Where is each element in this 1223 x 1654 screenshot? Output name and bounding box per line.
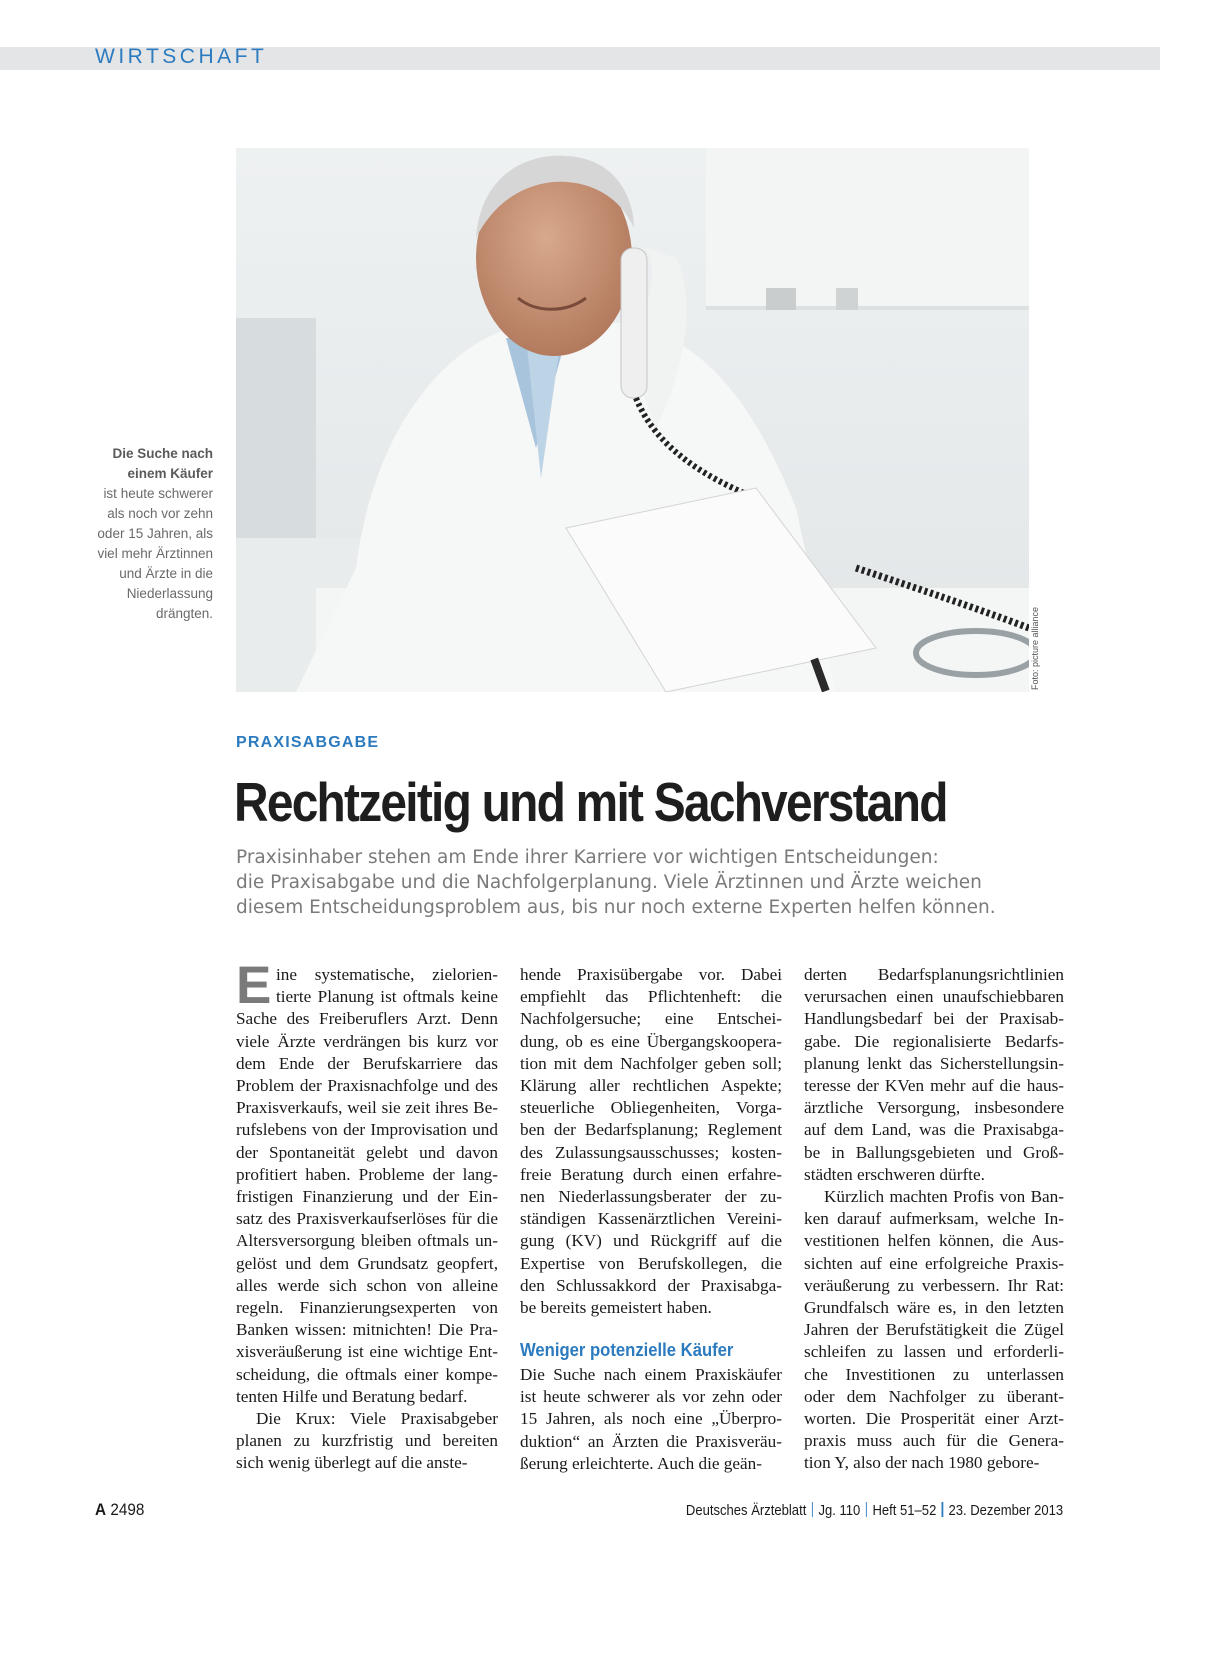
lead-line: die Praxisabgabe und die Nachfolgerplanung. Viele Ärztinnen und Ärzte weichen [236,872,982,893]
text-line: gung (KV) und Rückgriff auf die [520,1231,782,1251]
section-label: WIRTSCHAFT [95,45,268,68]
article-column-2 [520,964,782,1319]
text-line: Sache des Freiberuflers Arzt. Denn [236,1009,498,1029]
text-line: fristigen Finanzierung und der Ein- [236,1187,498,1207]
caption-line: viel mehr Ärztinnen [97,546,213,561]
text-line: ständigen Kassenärztlichen Vereini- [520,1209,782,1229]
text-line: satz des Praxisverkaufserlöses für die [236,1209,498,1229]
text-line: dung, ob es eine Übergangskoopera- [520,1031,782,1051]
caption-line: Niederlassung [126,586,213,601]
text-line: planen zu kurzfristig und bereiten [236,1431,498,1451]
footer-separator [812,1502,813,1517]
image-caption [80,444,213,624]
text-line: gelöst und dem Grundsatz geopfert, [236,1253,498,1273]
text-line: Grundfalsch wäre es, in den letzten [804,1298,1064,1318]
caption-line: als noch vor zehn [107,506,213,521]
text-line: ine systematische, zielorien- [276,965,498,984]
text-line: teresse der KVen mehr auf die haus- [804,1076,1064,1096]
text-line: verursachen einen unaufschiebbaren [804,987,1064,1007]
text-line: scheidung, die oftmals einer kompe- [236,1364,498,1384]
text-line: nen Niederlassungsberater der zu- [520,1187,782,1207]
text-line: Kürzlich machten Profis von Ban- [824,1187,1064,1207]
article-lead [236,845,1066,920]
text-line: des Zulassungsausschusses; kosten- [520,1142,782,1162]
text-line: profitiert haben. Probleme der lang- [236,1164,498,1184]
text-line: tenten Hilfe und Beratung bedarf. [236,1386,468,1406]
text-line: 15 Jahren, als noch eine „Überpro- [520,1409,782,1429]
article-kicker: PRAXISABGABE [236,734,380,751]
text-line: Handlungsbedarf bei der Praxisab- [804,1009,1064,1029]
journal-name: Deutsches Ärzteblatt [685,1503,807,1519]
caption-bold-line: Die Suche nach [112,446,213,461]
drop-cap: E [236,956,272,1015]
page-number-value: 2498 [110,1500,145,1519]
text-line: rufslebens von der Improvisation und [236,1120,498,1140]
text-line: Problem der Praxisnachfolge und des [236,1076,498,1096]
caption-bold-line: einem Käufer [127,466,213,481]
journal-footer [686,1502,1063,1519]
text-line: derten Bedarfsplanungsrichtlinien [804,965,1064,984]
text-line: tion mit dem Nachfolger geben soll; [520,1053,782,1073]
text-line: Die Krux: Viele Praxisabgeber [256,1409,498,1429]
text-line: steuerliche Obliegenheiten, Vorga- [520,1098,782,1118]
text-line: che Investitionen zu unterlassen [804,1364,1064,1384]
text-line: tion Y, also der nach 1980 gebore- [804,1453,1040,1473]
journal-date: 23. Dezember 2013 [948,1503,1063,1519]
article-column-2-continued [520,1364,782,1475]
text-line: planung lenkt das Sicherstellungsin- [804,1053,1064,1073]
caption-line: drängten. [155,606,213,621]
footer-separator [942,1502,943,1517]
text-line: sichten auf eine erfolgreiche Praxis- [804,1253,1064,1273]
text-line: auf dem Land, was die Praxisabga- [804,1120,1064,1140]
text-line: Expertise von Berufskollegen, die [520,1253,782,1273]
text-line: empfiehlt das Pflichtenheft: die [520,987,782,1007]
text-line: den Schlussakkord der Praxisabga- [520,1275,782,1295]
text-line: be bereits gemeistert haben. [520,1298,712,1318]
lead-line: Praxisinhaber stehen am Ende ihrer Karriere vor wichtigen Entscheidungen: [236,847,939,868]
text-line: Nachfolgersuche; eine Entschei- [520,1009,782,1029]
text-line: veräußerung zu verbessern. Ihr Rat: [804,1275,1064,1295]
text-line: ken darauf aufmerksam, welche In- [804,1209,1064,1229]
lead-line: diesem Entscheidungsproblem aus, bis nur noch externe Experten helfen können. [236,897,996,918]
article-subheading: Weniger potenzielle Käufer [520,1339,734,1360]
text-line: regeln. Finanzierungsexperten von [236,1298,498,1318]
article-column-3 [804,964,1064,1475]
caption-line: oder 15 Jahren, als [97,526,213,541]
text-line: Die Suche nach einem Praxiskäufer [520,1365,782,1384]
article-headline: Rechtzeitig und mit Sachverstand [234,771,947,833]
text-line: Banken wissen: mitnichten! Die Pra- [236,1320,498,1340]
text-line: be in Ballungsgebieten und Groß- [804,1142,1064,1162]
text-line: praxis muss auch für die Genera- [804,1431,1064,1451]
text-line: der Spontaneität gelebt und davon [236,1142,498,1162]
text-line: worten. Die Prosperität einer Arzt- [804,1409,1064,1429]
text-line: freie Beratung durch einen erfahre- [520,1164,782,1184]
text-line: Jahren der Berufstätigkeit die Zügel [804,1320,1064,1340]
page-number [95,1500,144,1520]
article-column-1 [236,956,498,1475]
text-line: Altersversorgung bleiben oftmals un- [236,1231,498,1251]
text-line: ärztliche Versorgung, insbesondere [804,1098,1064,1118]
journal-volume: Jg. 110 [818,1503,861,1519]
text-line: xisveräußerung ist eine wichtige Ent- [236,1342,498,1362]
text-line: viele Ärzte verdrängen bis kurz vor [236,1031,498,1051]
journal-issue: Heft 51–52 [872,1503,937,1519]
text-line: ist heute schwerer als vor zehn oder [520,1387,782,1407]
caption-line: ist heute schwerer [103,486,213,501]
text-line: ben der Bedarfsplanung; Reglement [520,1120,782,1140]
text-line: vestitionen helfen können, die Aus- [804,1231,1064,1251]
text-line: Praxisverkaufs, weil sie zeit ihres Be- [236,1098,498,1118]
text-line: ßerung erleichterte. Auch die geän- [520,1453,762,1473]
text-line: sich wenig überlegt auf die anste- [236,1453,468,1473]
text-line: duktion“ an Ärzten die Praxisveräu- [520,1431,782,1451]
text-line: Klärung aller rechtlichen Aspekte; [520,1076,782,1096]
text-line: gabe. Die regionalisierte Bedarfs- [804,1031,1064,1051]
text-line: alles werde sich schon von alleine [236,1275,498,1295]
text-line: schleifen zu lassen und erforderli- [804,1342,1064,1362]
text-line: dem Ende der Berufskarriere das [236,1053,498,1073]
article-photo [236,148,1029,692]
text-line: städten erschweren dürfte. [804,1164,985,1184]
text-line: tierte Planung ist oftmals keine [276,987,498,1007]
caption-line: und Ärzte in die [119,566,213,581]
text-line: oder dem Nachfolger zu überant- [804,1386,1064,1406]
photo-credit: Foto: picture alliance [1030,606,1040,690]
footer-separator [866,1502,867,1517]
page-letter: A [95,1500,107,1519]
text-line: hende Praxisübergabe vor. Dabei [520,965,782,984]
